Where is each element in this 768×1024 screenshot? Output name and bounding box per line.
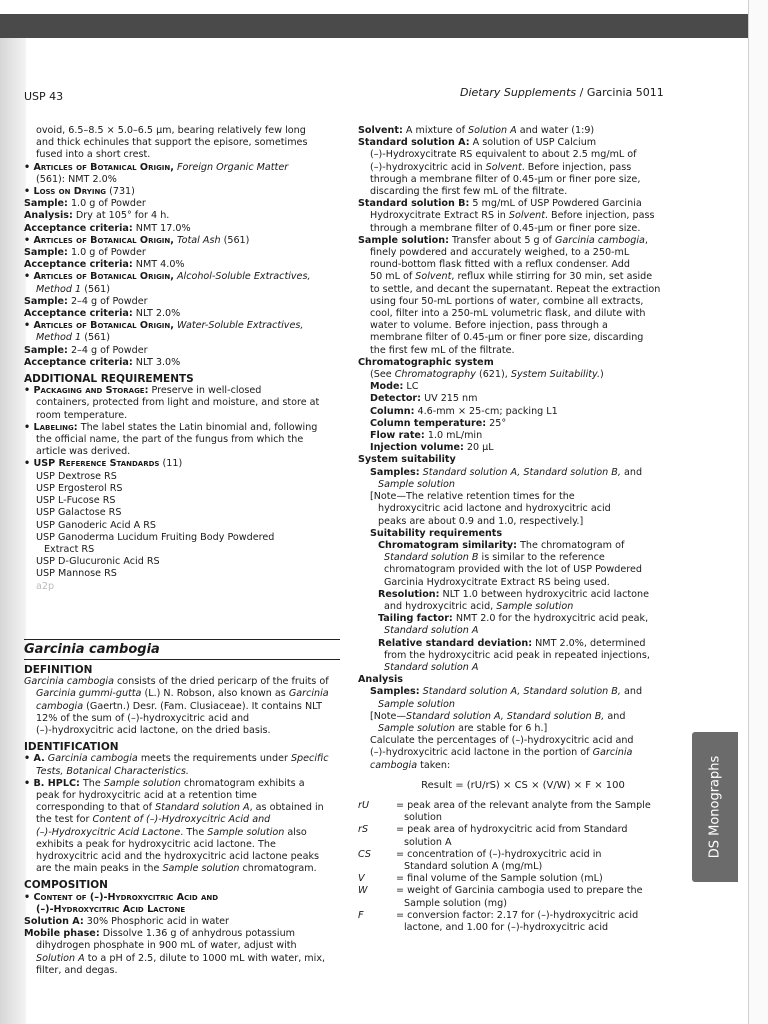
chromatographic-system: Chromatographic system: [358, 356, 494, 368]
text-line: chromatogram provided with the lot of USP Powdered: [384, 564, 642, 576]
var-definition: = peak area of hydroxycitric acid from Standard solution A: [396, 824, 628, 848]
standard-solution-a: Standard solution A: A solution of USP Calcium: [358, 137, 597, 149]
list-item: USP Galactose RS: [36, 507, 122, 519]
text-line: Standard solution B is similar to the reference: [384, 552, 605, 564]
text-line: filter, and degas.: [36, 964, 118, 976]
text-line: Standard solution A: [384, 625, 479, 637]
list-item: USP Dextrose RS: [36, 470, 117, 482]
text-line: corresponding to that of Standard solution A, as obtained in: [36, 802, 324, 814]
analysis: Analysis: [358, 674, 403, 686]
text-line: Samples: Standard solution A, Standard solution B, and: [370, 466, 643, 478]
list-item: USP Ergosterol RS: [36, 482, 123, 494]
text-line: finely powdered and accurately weighed, to a 250-mL: [370, 247, 630, 259]
test-alcohol-extractives: • Articles of Botanical Origin, Alcohol-Soluble Extractives,: [24, 271, 311, 283]
solvent: Solvent: A mixture of Solution A and water (1:9): [358, 125, 595, 136]
text-line: Mobile phase: Dissolve 1.36 g of anhydrous potassium: [24, 928, 296, 940]
var-definition: = final volume of the Sample solution (mL): [396, 873, 603, 885]
text-line: Injection volume: 20 µL: [370, 442, 494, 454]
var-definition: = weight of Garcinia cambogia used to prepare the Sample solution (mg): [396, 885, 643, 909]
text-line: cambogia taken:: [370, 759, 451, 771]
text-line: 12% of the sum of (–)-hydroxycitric acid and: [36, 712, 250, 724]
text-line: (See Chromatography (621), System Suitability.): [370, 369, 604, 381]
text-line: hydroxycitric acid lactone and hydroxycitric acid: [378, 503, 611, 515]
text-line: room temperature.: [36, 409, 128, 421]
text-line: Detector: UV 215 nm: [370, 393, 478, 405]
text-line: and hydroxycitric acid, Sample solution: [384, 600, 574, 612]
text-line: Acceptance criteria: NLT 3.0%: [24, 356, 181, 368]
text-line: Acceptance criteria: NMT 4.0%: [24, 259, 185, 271]
text-line: Sample: 1.0 g of Powder: [24, 198, 146, 210]
page-right-edge: [748, 0, 768, 1024]
note: [Note—Standard solution A, Standard solution B, and: [370, 710, 626, 722]
text-line: round-bottom flask fitted with a reflux condenser. Add: [370, 259, 630, 271]
test-water-extractives: • Articles of Botanical Origin, Water-Soluble Extractives,: [24, 320, 304, 332]
var-definition: = concentration of (–)-hydroxycitric acid in Standard solution A (mg/mL): [396, 848, 602, 872]
suitability-requirements: Suitability requirements: [370, 527, 503, 539]
text-line: the first few mL of the filtrate.: [370, 344, 515, 356]
sample-solution: Sample solution: Transfer about 5 g of Garcinia cambogia,: [358, 234, 648, 246]
text-line: dihydrogen phosphate in 900 mL of water, adjust with: [36, 940, 297, 952]
text-line: Analysis: Dry at 105° for 4 h.: [24, 210, 170, 222]
text-line: hydroxycitric acid and the hydroxycitric acid lactone peaks: [36, 850, 320, 862]
text-line: Relative standard deviation: NMT 2.0%, determined: [378, 637, 646, 649]
text-line: Column: 4.6-mm × 25-cm; packing L1: [370, 405, 558, 417]
text-line: containers, protected from light and moisture, and store at: [36, 397, 320, 409]
running-header-left: USP 43: [24, 90, 64, 103]
content-heading-cont: (–)-Hydroxycitric Acid Lactone: [36, 903, 186, 915]
test-loss-on-drying: • Loss on Drying (731): [24, 186, 135, 198]
text-line: cambogia (Gaertn.) Desr. (Fam. Clusiaceae). It contains NLT: [36, 700, 323, 712]
labeling: • Labeling: The label states the Latin binomial and, following: [24, 421, 318, 433]
text-line: (–)-hydroxycitric acid in Solvent. Before injection, pass: [370, 161, 632, 173]
text-line: Calculate the percentages of (–)-hydroxycitric acid and: [370, 735, 634, 747]
right-column: [358, 125, 688, 934]
packaging-storage: • Packaging and Storage: Preserve in well-closed: [24, 385, 262, 397]
text-line: (–)-Hydroxycitrate RS equivalent to about 2.5 mg/mL of: [370, 149, 637, 161]
text-line: Sample solution are stable for 6 h.]: [378, 722, 548, 734]
var-symbol: F: [358, 909, 364, 921]
text-line: peaks are about 0.9 and 1.0, respectively.]: [378, 515, 584, 527]
standard-solution-b: Standard solution B: 5 mg/mL of USP Powdered Garcinia: [358, 198, 642, 210]
text-line: cool, filter into a 250-mL volumetric flask, and dilute with: [370, 308, 646, 320]
text-line: peak for hydroxycitric acid at a retention time: [36, 789, 257, 801]
var-symbol: CS: [358, 848, 371, 860]
text-line: Tailing factor: NMT 2.0 for the hydroxycitric acid peak,: [378, 613, 649, 625]
text-line: exhibits a peak for hydroxycitric acid lactone. The: [36, 838, 276, 850]
text-line: using four 50-mL portions of water, combine all extracts,: [370, 295, 644, 307]
text-line: Sample: 1.0 g of Powder: [24, 247, 146, 259]
text-line: Samples: Standard solution A, Standard solution B, and: [370, 686, 643, 698]
text-line: Mode: LC: [370, 381, 419, 393]
text-line: Standard solution A: [384, 661, 479, 673]
text-line: Column temperature: 25°: [370, 417, 507, 429]
text-line: (–)-hydroxycitric acid lactone, on the dried basis.: [36, 724, 271, 736]
text-line: (561): NMT 2.0%: [36, 173, 117, 185]
text-line: Acceptance criteria: NLT 2.0%: [24, 308, 181, 320]
side-section-tab: DS Monographs: [692, 732, 738, 882]
text-line: (–)-Hydroxycitric Acid Lactone. The Sample solution also: [36, 826, 307, 838]
system-suitability: System suitability: [358, 454, 456, 466]
section-heading-identification: IDENTIFICATION: [24, 741, 119, 754]
text-line: Method 1 (561): [36, 283, 111, 295]
text-line: Sample solution: [378, 698, 456, 710]
text-line: Flow rate: 1.0 mL/min: [370, 430, 483, 442]
text-line: discarding the first few mL of the filtrate.: [370, 186, 568, 198]
text-line: Hydroxycitrate Extract RS in Solvent. Before injection, pass: [370, 210, 655, 222]
result-formula: Result = (rU/rS) × CS × (V/W) × F × 100: [421, 779, 625, 791]
section-heading-additional-requirements: ADDITIONAL REQUIREMENTS: [24, 373, 194, 386]
test-foreign-matter: • Articles of Botanical Origin, Foreign Organic Matter: [24, 161, 289, 173]
list-item: USP Ganoderic Acid A RS: [36, 519, 156, 531]
text-line: 50 mL of Solvent, reflux while stirring for 30 min, set aside: [370, 271, 653, 283]
book-spine-shadow: [0, 38, 26, 1024]
ident-a: • A. Garcinia cambogia meets the requirements under Specific: [24, 753, 329, 765]
text-line: Resolution: NLT 1.0 between hydroxycitric acid lactone: [378, 588, 650, 600]
text-line: Garcinia cambogia consists of the dried pericarp of the fruits of: [24, 676, 329, 688]
text-line: the test for Content of (–)-Hydroxycitric Acid and: [36, 814, 271, 826]
running-header-right: Dietary Supplements / Garcinia 5011: [460, 86, 664, 99]
text-line: through a membrane filter of 0.45-µm or finer pore size.: [370, 222, 641, 234]
left-column: [24, 125, 340, 977]
var-symbol: rU: [358, 799, 369, 811]
text-line: (–)-hydroxycitric acid lactone in the portion of Garcinia: [370, 747, 633, 759]
test-total-ash: • Articles of Botanical Origin, Total Ash (561): [24, 234, 250, 246]
text-line: through a membrane filter of 0.45-µm or finer pore size,: [370, 173, 641, 185]
text-line: Garcinia Hydroxycitrate Extract RS being used.: [384, 576, 610, 588]
note: [Note—The relative retention times for the: [370, 491, 575, 503]
reference-standards: • USP Reference Standards (11): [24, 458, 183, 470]
text-line: Solution A: 30% Phosphoric acid in water: [24, 915, 229, 927]
content-heading: • Content of (–)-Hydroxycitric Acid and: [24, 891, 219, 903]
text-line: ovoid, 6.5–8.5 × 5.0–6.5 µm, bearing relatively few long: [36, 125, 306, 136]
var-definition: = conversion factor: 2.17 for (–)-hydroxycitric acid lactone, and 1.00 for (–)-hydroxycitric acid: [396, 909, 639, 933]
list-item: USP Ganoderma Lucidum Fruiting Body Powdered: [36, 531, 275, 543]
text-line: Sample: 2–4 g of Powder: [24, 344, 148, 356]
text-line: Acceptance criteria: NMT 17.0%: [24, 222, 191, 234]
variable-definitions: [358, 800, 688, 934]
text-line: to settle, and decant the supernatant. Repeat the extraction: [370, 283, 661, 295]
text-line: article was derived.: [36, 446, 131, 458]
text-line: Chromatogram similarity: The chromatogram of: [378, 539, 625, 551]
list-item: USP L-Fucose RS: [36, 495, 116, 507]
list-item: USP D-Glucuronic Acid RS: [36, 556, 160, 568]
text-line: from the hydroxycitric acid peak in repeated injections,: [384, 649, 650, 661]
text-line: fused into a short crest.: [36, 149, 151, 161]
text-line: and thick echinules that support the episore, sometimes: [36, 137, 308, 149]
top-dark-band: [0, 14, 748, 38]
text-line: Sample: 2–4 g of Powder: [24, 295, 148, 307]
var-definition: = peak area of the relevant analyte from the Sample solution: [396, 799, 651, 824]
faint-mark: a2p: [36, 580, 55, 592]
text-line: Solution A to a pH of 2.5, dilute to 1000 mL with water, mix,: [36, 952, 326, 964]
text-line: Garcinia gummi-gutta (L.) N. Robson, also known as Garcinia: [36, 688, 329, 700]
section-heading-definition: DEFINITION: [24, 663, 93, 676]
list-item: USP Mannose RS: [36, 568, 117, 580]
var-symbol: W: [358, 885, 368, 897]
section-heading-composition: COMPOSITION: [24, 879, 108, 892]
text-line: Method 1 (561): [36, 332, 111, 344]
text-line: water to volume. Before injection, pass through a: [370, 320, 608, 332]
text-line: membrane filter of 0.45-µm or finer pore size, discarding: [370, 332, 644, 344]
text-line: are the main peaks in the Sample solution chromatogram.: [36, 863, 317, 875]
var-symbol: rS: [358, 824, 369, 836]
list-item: Extract RS: [44, 543, 95, 555]
text-line: Tests, Botanical Characteristics.: [36, 765, 189, 777]
text-line: the official name, the part of the fungus from which the: [36, 434, 304, 446]
monograph-title: Garcinia cambogia: [24, 639, 340, 660]
text-line: Sample solution: [378, 478, 456, 490]
var-symbol: V: [358, 873, 365, 885]
ident-b: • B. HPLC: The Sample solution chromatogram exhibits a: [24, 777, 305, 789]
